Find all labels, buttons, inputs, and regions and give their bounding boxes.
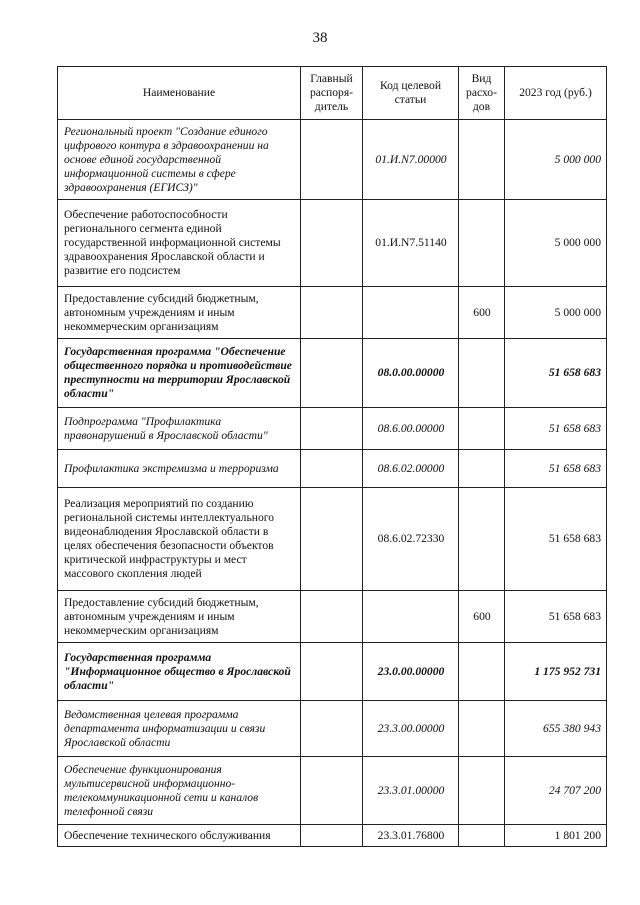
cell-kind: [459, 200, 505, 287]
header-code: Код целевой статьи: [363, 67, 459, 120]
cell-name: Обеспечение технического обслуживания: [58, 825, 301, 847]
cell-admin: [301, 339, 363, 408]
header-admin: Главный распоря-дитель: [301, 67, 363, 120]
cell-amount: 1 801 200: [505, 825, 607, 847]
table-row: [58, 120, 607, 200]
cell-amount: 1 175 952 731: [505, 643, 607, 701]
table-row: [58, 488, 607, 591]
table-row: [58, 450, 607, 488]
page-number: 38: [312, 30, 328, 46]
cell-amount: 5 000 000: [505, 120, 607, 200]
cell-name: Профилактика экстремизма и терроризма: [58, 450, 301, 488]
cell-amount: 51 658 683: [505, 450, 607, 488]
cell-code: 23.3.01.00000: [363, 757, 459, 825]
cell-kind: [459, 643, 505, 701]
cell-name: Обеспечение работоспособности регионального сегмента единой государственной информационной системы здравоохранения Ярославской области и развитие его подсистем: [58, 200, 301, 287]
header-amount: 2023 год (руб.): [505, 67, 607, 120]
cell-kind: [459, 488, 505, 591]
table-row: [58, 339, 607, 408]
cell-amount: 51 658 683: [505, 339, 607, 408]
cell-code: 01.И.N7.51140: [363, 200, 459, 287]
cell-code: 08.6.02.72330: [363, 488, 459, 591]
cell-amount: 5 000 000: [505, 287, 607, 339]
table-row: [58, 200, 607, 287]
cell-admin: [301, 408, 363, 450]
cell-code: 23.3.01.76800: [363, 825, 459, 847]
cell-admin: [301, 200, 363, 287]
table-row: [58, 591, 607, 643]
cell-admin: [301, 120, 363, 200]
cell-admin: [301, 591, 363, 643]
table-row: [58, 287, 607, 339]
cell-code: 01.И.N7.00000: [363, 120, 459, 200]
cell-name: Подпрограмма "Профилактика правонарушений в Ярославской области": [58, 408, 301, 450]
table-header-row: [58, 67, 607, 120]
cell-kind: [459, 408, 505, 450]
cell-kind: [459, 701, 505, 757]
cell-name: Региональный проект "Создание единого цифрового контура в здравоохранении на основе единой государственной информационной системы в сфере здравоохранения (ЕГИСЗ)": [58, 120, 301, 200]
cell-code: 08.0.00.00000: [363, 339, 459, 408]
cell-amount: 51 658 683: [505, 408, 607, 450]
header-name: Наименование: [58, 67, 301, 120]
cell-code: 08.6.02.00000: [363, 450, 459, 488]
cell-admin: [301, 757, 363, 825]
cell-name: Ведомственная целевая программа департамента информатизации и связи Ярославской области: [58, 701, 301, 757]
cell-kind: [459, 450, 505, 488]
cell-amount: 655 380 943: [505, 701, 607, 757]
cell-admin: [301, 643, 363, 701]
cell-code: [363, 287, 459, 339]
cell-name: Реализация мероприятий по созданию региональной системы интеллектуального видеонаблюдения Ярославской области в целях обеспечения безопасности объектов критической инфраструктуры и мест массового скопления людей: [58, 488, 301, 591]
header-kind: Вид расхо-дов: [459, 67, 505, 120]
cell-admin: [301, 488, 363, 591]
cell-name: Предоставление субсидий бюджетным, автономным учреждениям и иным некоммерческим организациям: [58, 591, 301, 643]
cell-name: Обеспечение функционирования мультисервисной информационно-телекоммуникационной сети и каналов телефонной связи: [58, 757, 301, 825]
cell-name: Предоставление субсидий бюджетным, автономным учреждениям и иным некоммерческим организациям: [58, 287, 301, 339]
cell-amount: 24 707 200: [505, 757, 607, 825]
cell-kind: [459, 757, 505, 825]
cell-amount: 51 658 683: [505, 591, 607, 643]
cell-amount: 5 000 000: [505, 200, 607, 287]
cell-kind: 600: [459, 287, 505, 339]
table-row: [58, 408, 607, 450]
table-row: [58, 825, 607, 847]
table-row: [58, 643, 607, 701]
cell-code: 23.0.00.00000: [363, 643, 459, 701]
cell-name: Государственная программа "Обеспечение общественного порядка и противодействие преступности на территории Ярославской области": [58, 339, 301, 408]
cell-kind: [459, 825, 505, 847]
cell-code: 23.3.00.00000: [363, 701, 459, 757]
cell-admin: [301, 287, 363, 339]
cell-kind: 600: [459, 591, 505, 643]
table-row: [58, 701, 607, 757]
table-body: [58, 120, 607, 847]
table-row: [58, 757, 607, 825]
cell-code: [363, 591, 459, 643]
cell-admin: [301, 825, 363, 847]
cell-name: Государственная программа "Информационное общество в Ярославской области": [58, 643, 301, 701]
cell-kind: [459, 339, 505, 408]
budget-table: [57, 66, 607, 847]
cell-admin: [301, 701, 363, 757]
cell-kind: [459, 120, 505, 200]
cell-amount: 51 658 683: [505, 488, 607, 591]
cell-code: 08.6.00.00000: [363, 408, 459, 450]
cell-admin: [301, 450, 363, 488]
